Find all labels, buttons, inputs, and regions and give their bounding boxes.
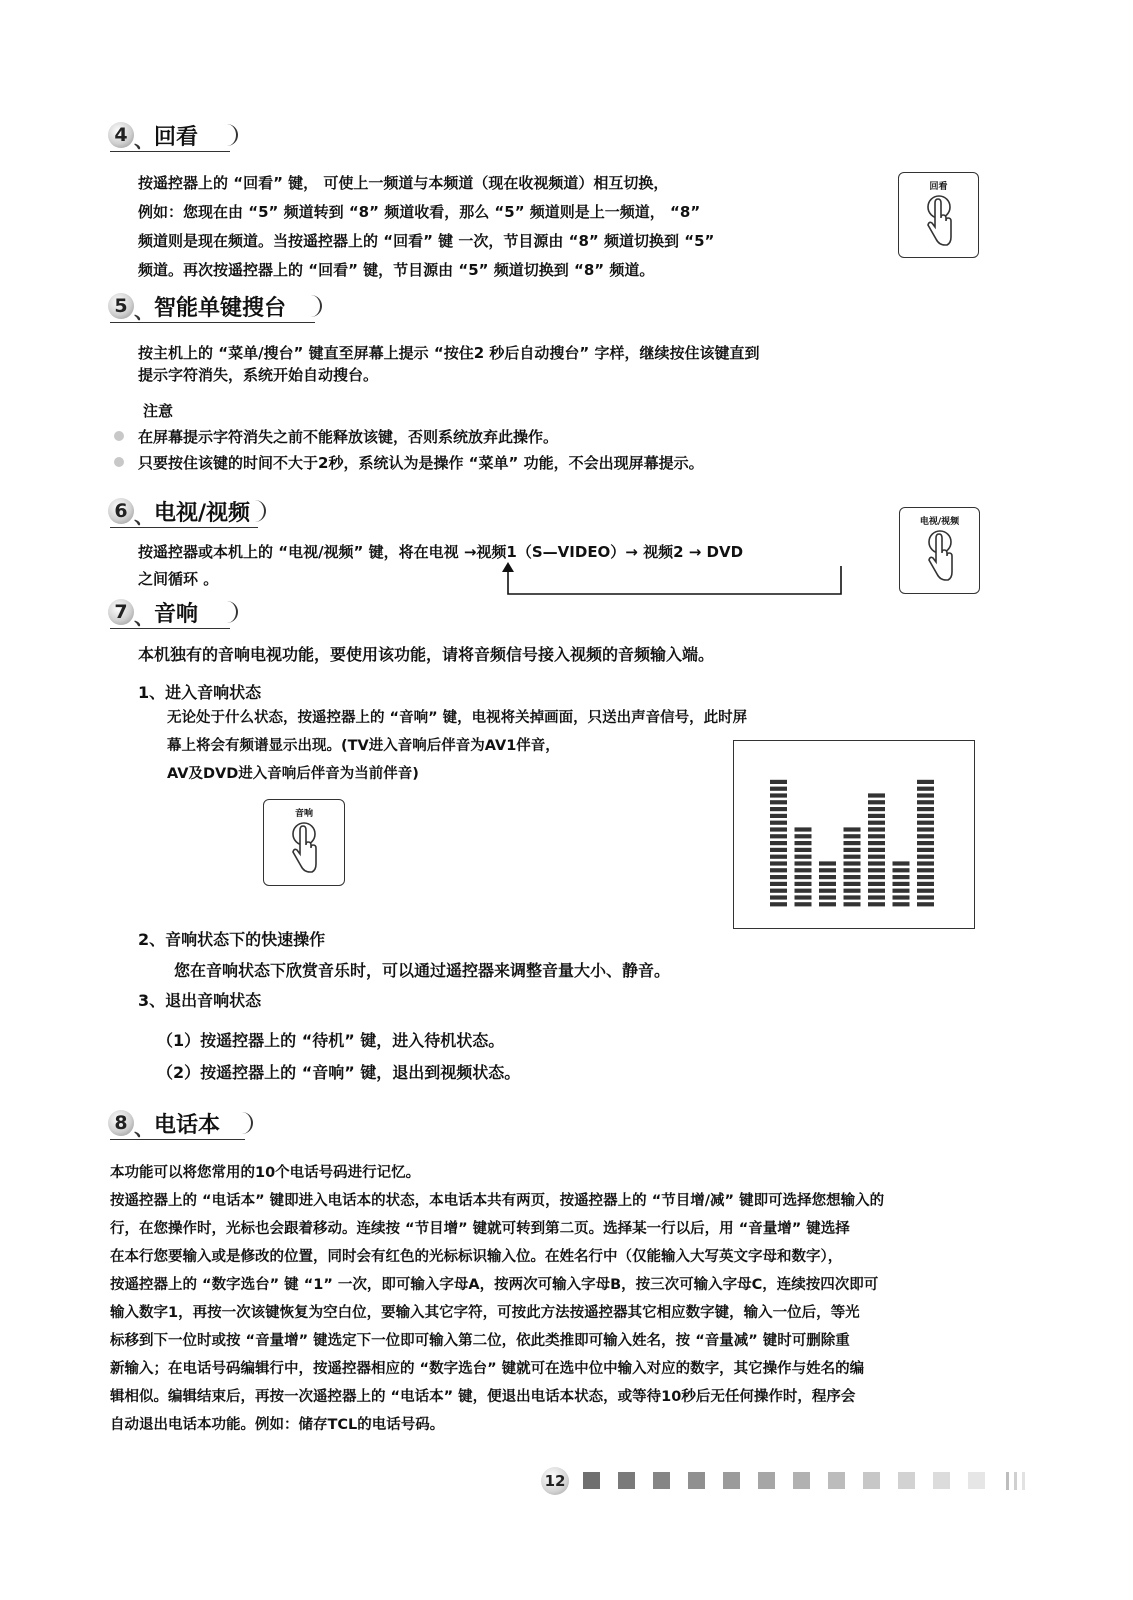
spectrum-segment: [795, 875, 812, 879]
section-title: 音响: [154, 602, 199, 627]
body-line: 按主机上的 “菜单/搜台” 键直至屏幕上提示 “按住2 秒后自动搜台” 字样，继续按住该键直到: [138, 344, 760, 362]
spectrum-segment: [868, 882, 885, 886]
spectrum-segment: [795, 895, 812, 899]
spectrum-segment: [844, 848, 861, 852]
spectrum-segment: [844, 827, 861, 831]
body-line: 按遥控器上的 “数字选台” 键 “1” 一次，即可输入字母A，按两次可输入字母B，按三次可输入字母C，连续按四次即可: [110, 1277, 879, 1293]
spectrum-segment: [868, 821, 885, 825]
spectrum-segment: [893, 902, 910, 906]
section-6-heading: [108, 496, 283, 530]
spectrum-column: [917, 780, 934, 907]
spectrum-segment: [795, 855, 812, 859]
spectrum-segment: [770, 861, 787, 865]
body-line: 您在音响状态下欣赏音乐时，可以通过遥控器来调整音量大小、静音。: [174, 961, 671, 980]
heading-underline: [110, 322, 315, 323]
spectrum-segment: [917, 821, 934, 825]
body-line: 幕上将会有频谱显示出现。(TV进入音响后伴音为AV1伴音，: [167, 738, 560, 754]
spectrum-segment: [770, 821, 787, 825]
body-line: 之间循环 。: [138, 570, 219, 588]
spectrum-segment: [893, 882, 910, 886]
subsection-title: 1、进入音响状态: [138, 683, 262, 702]
spectrum-segment: [917, 861, 934, 865]
section-separator: 、: [134, 299, 154, 323]
footer-square: [828, 1472, 845, 1489]
spectrum-segment: [868, 848, 885, 852]
spectrum-segment: [770, 855, 787, 859]
heading-bracket: [241, 1112, 253, 1134]
spectrum-segment: [844, 841, 861, 845]
body-line: 标移到下一位时或按 “音量增” 键选定下一位即可输入第二位，依此类推即可输入姓名，按 “音量减” 键时可删除重: [110, 1333, 850, 1349]
spectrum-segment: [868, 889, 885, 893]
section-title: 智能单键搜台: [154, 296, 287, 321]
spectrum-segment: [868, 807, 885, 811]
list-item: （2）按遥控器上的 “音响” 键，退出到视频状态。: [157, 1063, 521, 1082]
subsection-title: 3、退出音响状态: [138, 991, 262, 1010]
spectrum-segment: [917, 780, 934, 784]
section-separator: 、: [134, 1116, 154, 1140]
spectrum-segment: [868, 793, 885, 797]
spectrum-column: [844, 827, 861, 906]
tv-video-key-illustration: [899, 507, 980, 594]
body-line: 按遥控器上的 “回看” 键， 可使上一频道与本频道（现在收视频道）相互切换，: [138, 174, 669, 192]
body-line: 自动退出电话本功能。例如：储存TCL的电话号码。: [110, 1417, 445, 1433]
body-line: 频道。再次按遥控器上的 “回看” 键，节目源由 “5” 频道切换到 “8” 频道。: [138, 261, 655, 279]
spectrum-segment: [770, 834, 787, 838]
spectrum-segment: [819, 889, 836, 893]
spectrum-segment: [844, 889, 861, 893]
spectrum-segment: [868, 814, 885, 818]
spectrum-segment: [868, 841, 885, 845]
page-number: 12: [541, 1467, 569, 1495]
spectrum-segment: [819, 875, 836, 879]
section-number-badge: 5: [108, 293, 134, 319]
spectrum-segment: [770, 889, 787, 893]
spectrum-segment: [868, 895, 885, 899]
footer-square: [618, 1472, 635, 1489]
section-5-heading: [108, 291, 338, 325]
heading-bracket: [310, 295, 322, 317]
spectrum-display-box: [733, 740, 975, 929]
spectrum-segment: [770, 800, 787, 804]
body-line: 行，在您操作时，光标也会跟着移动。连续按 “节目增” 键就可转到第二页。选择某一行以后，用 “音量增” 键选择: [110, 1221, 850, 1237]
section-separator: 、: [134, 605, 154, 629]
heading-bracket: [254, 500, 266, 522]
section-separator: 、: [134, 504, 154, 528]
heading-bracket: [226, 601, 238, 623]
section-4-heading: [108, 120, 248, 154]
spectrum-segment: [795, 889, 812, 893]
section-number-badge: 6: [108, 498, 134, 524]
spectrum-segment: [868, 861, 885, 865]
section-number-badge: 8: [108, 1110, 134, 1136]
spectrum-segment: [893, 868, 910, 872]
spectrum-segment: [868, 827, 885, 831]
body-line: 无论处于什么状态，按遥控器上的 “音响” 键，电视将关掉画面，只送出声音信号，此时屏: [167, 710, 748, 726]
note-item: 在屏幕提示字符消失之前不能释放该键，否则系统放弃此操作。: [138, 428, 559, 446]
spectrum-segment: [844, 875, 861, 879]
spectrum-segment: [770, 868, 787, 872]
audio-key-illustration: [263, 799, 345, 886]
spectrum-segment: [868, 834, 885, 838]
spectrum-segment: [770, 827, 787, 831]
spectrum-segment: [770, 882, 787, 886]
key-label: 音响: [294, 809, 313, 819]
spectrum-segment: [917, 848, 934, 852]
spectrum-segment: [819, 882, 836, 886]
spectrum-segment: [844, 895, 861, 899]
key-label: 电视/视频: [919, 517, 960, 527]
note-item: 只要按住该键的时间不大于2秒，系统认为是操作 “菜单” 功能，不会出现屏幕提示。: [138, 454, 704, 472]
spectrum-segment: [917, 875, 934, 879]
section-title: 电视/视频: [154, 501, 251, 526]
section-number-badge: 4: [108, 122, 134, 148]
spectrum-segment: [917, 827, 934, 831]
footer-square: [653, 1472, 670, 1489]
body-line: 按遥控器或本机上的 “电视/视频” 键，将在电视 →视频1（S—VIDEO）→ 视频2 → DVD: [138, 543, 744, 561]
finger-press-icon: [925, 193, 953, 249]
heading-underline: [110, 628, 230, 629]
section-number-badge: 7: [108, 599, 134, 625]
spectrum-segment: [868, 800, 885, 804]
body-line: 按遥控器上的 “电话本” 键即进入电话本的状态，本电话本共有两页，按遥控器上的 “节目增/减” 键即可选择您想输入的: [110, 1193, 885, 1209]
footer-square: [898, 1472, 915, 1489]
spectrum-segment: [844, 882, 861, 886]
body-line: 辑相似。编辑结束后，再按一次遥控器上的 “电话本” 键，便退出电话本状态，或等待10秒后无任何操作时，程序会: [110, 1389, 856, 1405]
spectrum-column: [770, 780, 787, 907]
spectrum-segment: [795, 902, 812, 906]
subsection-title: 2、音响状态下的快速操作: [138, 930, 326, 949]
body-line: 提示字符消失，系统开始自动搜台。: [138, 366, 379, 384]
section-separator: 、: [134, 128, 154, 152]
footer-square: [793, 1472, 810, 1489]
spectrum-segment: [917, 800, 934, 804]
body-line: 本机独有的音响电视功能，要使用该功能，请将音频信号接入视频的音频输入端。: [138, 645, 715, 664]
key-label: 回看: [929, 182, 948, 192]
finger-press-icon: [290, 820, 318, 876]
finger-press-icon: [926, 528, 954, 584]
spectrum-segment: [844, 902, 861, 906]
spectrum-segment: [770, 902, 787, 906]
body-line: AV及DVD进入音响后伴音为当前伴音): [167, 766, 419, 782]
spectrum-segment: [917, 868, 934, 872]
spectrum-segment: [844, 855, 861, 859]
spectrum-segment: [819, 902, 836, 906]
spectrum-segment: [868, 875, 885, 879]
body-line: 本功能可以将您常用的10个电话号码进行记忆。: [110, 1165, 421, 1181]
heading-underline: [110, 1139, 245, 1140]
spectrum-segment: [917, 793, 934, 797]
spectrum-segment: [917, 855, 934, 859]
footer-square: [583, 1472, 600, 1489]
spectrum-segment: [893, 895, 910, 899]
spectrum-column: [868, 793, 885, 906]
body-line: 在本行您要输入或是修改的位置，同时会有红色的光标标识输入位。在姓名行中（仅能输入大写英文字母和数字），: [110, 1249, 843, 1265]
bullet-icon: [114, 431, 124, 441]
body-line: 输入数字1，再按一次该键恢复为空白位，要输入其它字符，可按此方法按遥控器其它相应数字键，输入一位后，等光: [110, 1305, 860, 1321]
spectrum-segment: [770, 875, 787, 879]
spectrum-segment: [917, 841, 934, 845]
spectrum-segment: [770, 787, 787, 791]
heading-bracket: [226, 124, 238, 146]
heading-underline: [110, 151, 230, 152]
section-7-heading: [108, 597, 248, 631]
footer-square: [758, 1472, 775, 1489]
footer-end-bars: [1004, 1469, 1028, 1493]
spectrum-segment: [917, 814, 934, 818]
spectrum-segment: [795, 841, 812, 845]
spectrum-segment: [917, 787, 934, 791]
spectrum-column: [795, 827, 812, 906]
section-8-heading: [108, 1108, 268, 1142]
spectrum-segment: [795, 861, 812, 865]
footer-square: [968, 1472, 985, 1489]
heading-underline: [110, 527, 258, 528]
spectrum-segment: [795, 882, 812, 886]
spectrum-segment: [795, 834, 812, 838]
cycle-return-arrow: [496, 560, 848, 600]
spectrum-segment: [893, 875, 910, 879]
spectrum-column: [819, 861, 836, 906]
section-title: 回看: [154, 125, 199, 150]
note-label: 注意: [143, 402, 174, 420]
spectrum-segment: [795, 868, 812, 872]
spectrum-segment: [868, 855, 885, 859]
section-title: 电话本: [154, 1113, 221, 1138]
footer-square: [933, 1472, 950, 1489]
spectrum-bars: [734, 741, 974, 928]
spectrum-segment: [844, 861, 861, 865]
spectrum-segment: [770, 848, 787, 852]
spectrum-segment: [917, 882, 934, 886]
footer-square: [688, 1472, 705, 1489]
spectrum-segment: [868, 868, 885, 872]
spectrum-segment: [844, 834, 861, 838]
spectrum-segment: [917, 895, 934, 899]
spectrum-segment: [770, 793, 787, 797]
spectrum-segment: [819, 861, 836, 865]
spectrum-segment: [868, 902, 885, 906]
spectrum-segment: [819, 895, 836, 899]
body-line: 例如：您现在由 “5” 频道转到 “8” 频道收看，那么 “5” 频道则是上一频道， “8”: [138, 203, 701, 221]
footer-square: [723, 1472, 740, 1489]
spectrum-segment: [917, 902, 934, 906]
spectrum-segment: [770, 841, 787, 845]
spectrum-segment: [917, 834, 934, 838]
spectrum-segment: [893, 861, 910, 865]
spectrum-segment: [770, 780, 787, 784]
spectrum-segment: [770, 807, 787, 811]
spectrum-segment: [844, 868, 861, 872]
body-line: 频道则是现在频道。当按遥控器上的 “回看” 键 一次，节目源由 “8” 频道切换到 “5”: [138, 232, 715, 250]
spectrum-segment: [795, 848, 812, 852]
spectrum-segment: [893, 889, 910, 893]
spectrum-column: [893, 861, 910, 906]
spectrum-segment: [770, 814, 787, 818]
bullet-icon: [114, 457, 124, 467]
list-item: （1）按遥控器上的 “待机” 键，进入待机状态。: [157, 1031, 505, 1050]
spectrum-segment: [770, 895, 787, 899]
recall-key-illustration: [898, 172, 979, 258]
spectrum-segment: [795, 827, 812, 831]
footer-square: [863, 1472, 880, 1489]
spectrum-segment: [819, 868, 836, 872]
body-line: 新输入；在电话号码编辑行中，按遥控器相应的 “数字选台” 键就可在选中位中输入对应的数字，其它操作与姓名的编: [110, 1361, 865, 1377]
spectrum-segment: [917, 807, 934, 811]
spectrum-segment: [917, 889, 934, 893]
